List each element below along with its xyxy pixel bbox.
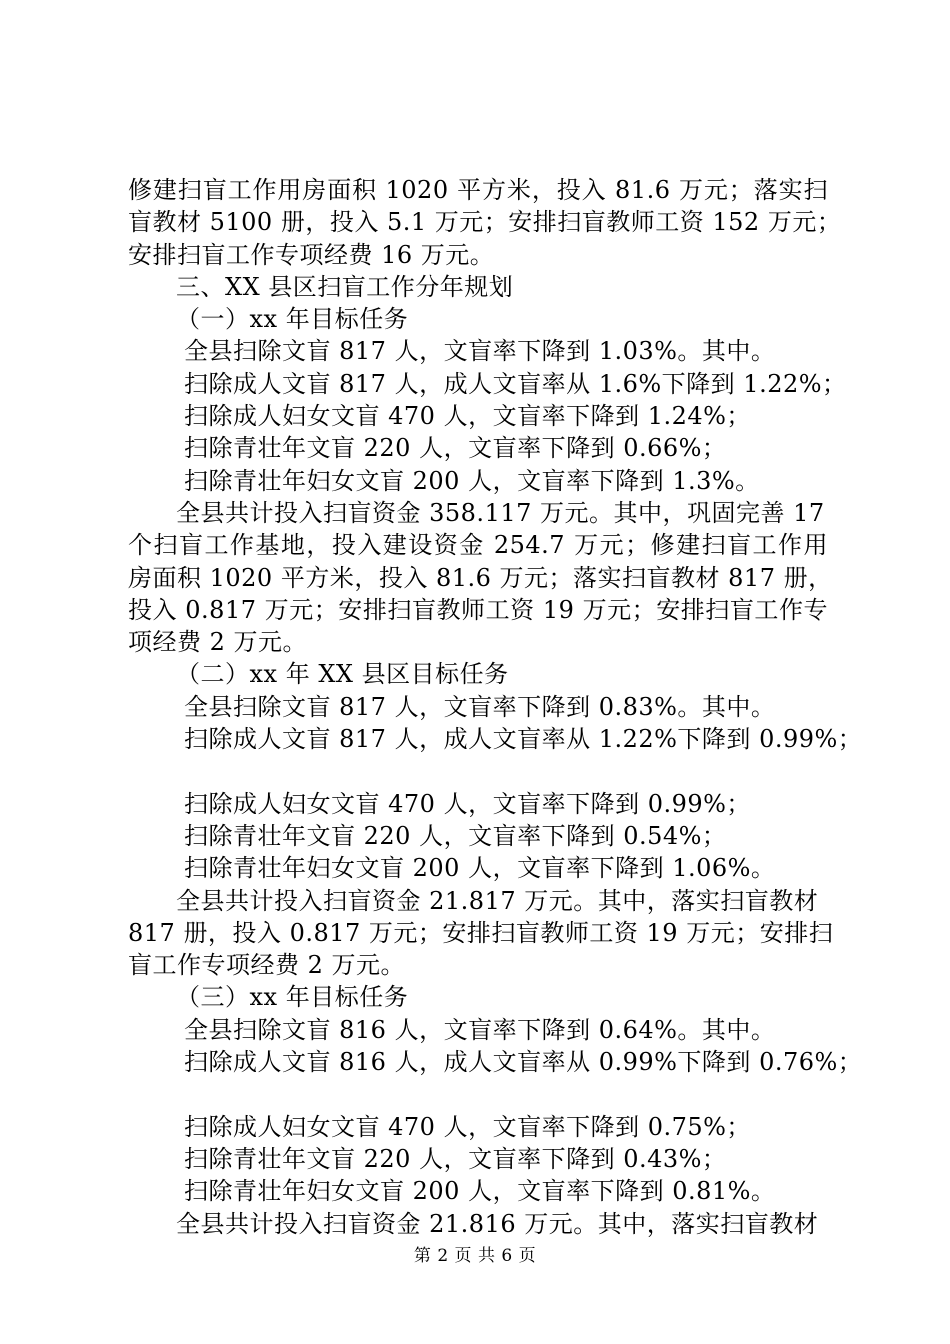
paragraph-line: 扫除成人妇女文盲 470 人，文盲率下降到 0.75%； (184, 1112, 751, 1141)
document-body (128, 174, 863, 1240)
paragraph-line: 扫除成人文盲 816 人，成人文盲率从 0.99%下降到 0.76%； (184, 1048, 863, 1077)
page-number-footer: 第 2 页 共 6 页 (413, 1246, 537, 1266)
paragraph-line: 全县共计投入扫盲资金 358.117 万元。其中，巩固完善 17 (176, 498, 825, 527)
paragraph-line: 扫除青壮年文盲 220 人，文盲率下降到 0.66%； (184, 434, 727, 463)
paragraph-line: 投入 0.817 万元；安排扫盲教师工资 19 万元；安排扫盲工作专 (128, 595, 828, 624)
subsection-heading: （一）xx 年目标任务 (176, 305, 409, 334)
paragraph-line: 盲教材 5100 册，投入 5.1 万元；安排扫盲教师工资 152 万元； (128, 208, 842, 237)
paragraph-line: 修建扫盲工作用房面积 1020 平方米，投入 81.6 万元；落实扫 (128, 176, 828, 204)
paragraph-line: 扫除青壮年妇女文盲 200 人，文盲率下降到 0.81%。 (184, 1177, 776, 1206)
paragraph-line: 扫除青壮年妇女文盲 200 人，文盲率下降到 1.3%。 (184, 466, 760, 495)
paragraph-line: 扫除青壮年文盲 220 人，文盲率下降到 0.43%； (184, 1144, 727, 1173)
paragraph-line: 全县扫除文盲 817 人，文盲率下降到 0.83%。其中。 (184, 692, 776, 721)
section-heading: 三、XX 县区扫盲工作分年规划 (176, 272, 514, 301)
paragraph-line: 扫除成人文盲 817 人，成人文盲率从 1.22%下降到 0.99%； (184, 725, 863, 754)
paragraph-line: 全县共计投入扫盲资金 21.817 万元。其中，落实扫盲教材 (176, 886, 819, 915)
paragraph-line: 安排扫盲工作专项经费 16 万元。 (128, 240, 495, 269)
paragraph-line: 全县扫除文盲 816 人，文盲率下降到 0.64%。其中。 (184, 1015, 776, 1044)
paragraph-line: 盲工作专项经费 2 万元。 (128, 951, 406, 980)
paragraph-line: 扫除青壮年文盲 220 人，文盲率下降到 0.54%； (184, 821, 727, 850)
paragraph-line: 全县共计投入扫盲资金 21.816 万元。其中，落实扫盲教材 (176, 1209, 819, 1238)
paragraph-line: 扫除成人妇女文盲 470 人，文盲率下降到 0.99%； (184, 789, 751, 818)
subsection-heading: （二）xx 年 XX 县区目标任务 (176, 660, 509, 689)
paragraph-line: 项经费 2 万元。 (128, 628, 308, 657)
paragraph-line: 全县扫除文盲 817 人，文盲率下降到 1.03%。其中。 (184, 337, 776, 366)
paragraph-line: 个扫盲工作基地，投入建设资金 254.7 万元；修建扫盲工作用 (128, 531, 828, 560)
paragraph-line: 扫除成人妇女文盲 470 人，文盲率下降到 1.24%； (184, 402, 751, 431)
paragraph-line: 扫除青壮年妇女文盲 200 人，文盲率下降到 1.06%。 (184, 854, 776, 883)
blank-line (128, 1078, 838, 1110)
paragraph-line: 817 册，投入 0.817 万元；安排扫盲教师工资 19 万元；安排扫 (128, 918, 834, 947)
paragraph-line: 房面积 1020 平方米，投入 81.6 万元；落实扫盲教材 817 册， (128, 563, 833, 592)
subsection-heading: （三）xx 年目标任务 (176, 983, 409, 1012)
blank-line (128, 755, 838, 787)
paragraph-line: 扫除成人文盲 817 人，成人文盲率从 1.6%下降到 1.22%； (184, 369, 847, 398)
